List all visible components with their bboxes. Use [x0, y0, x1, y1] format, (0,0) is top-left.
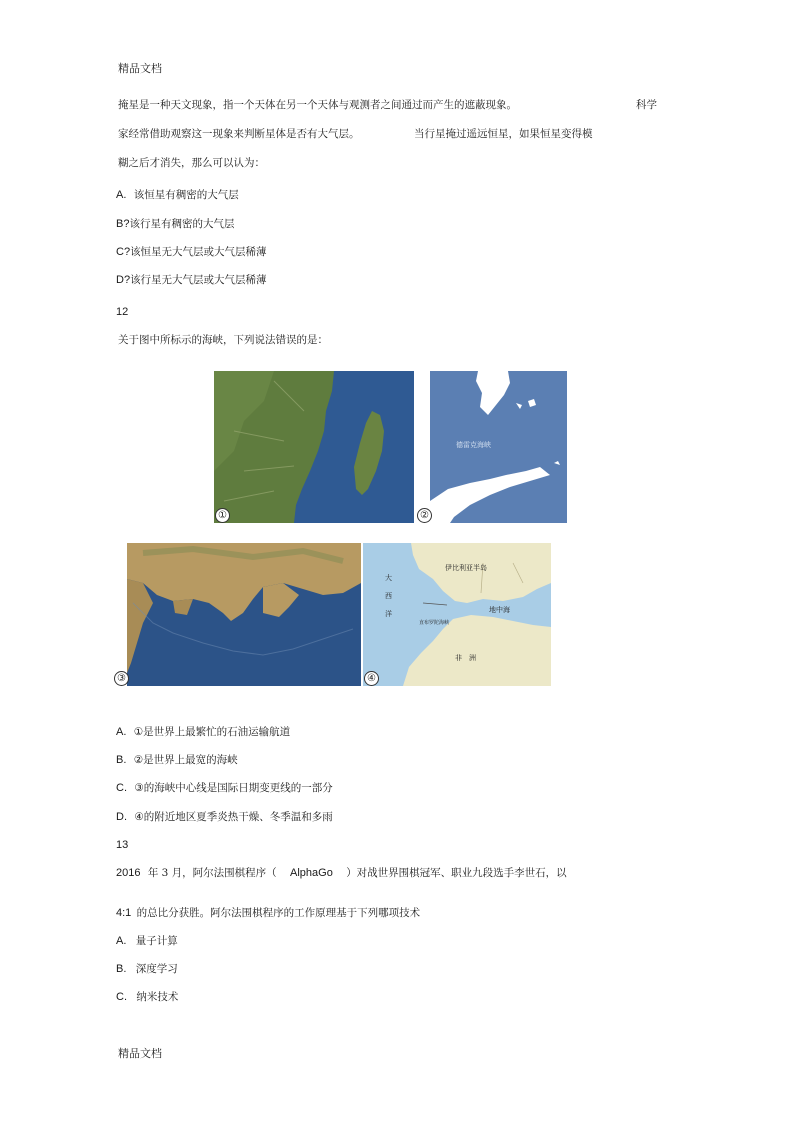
- q13-number: 13: [116, 839, 129, 851]
- map2-label: 德雷克海峡: [456, 441, 491, 449]
- q13-line1-part1: 年 3 月，阿尔法围棋程序（: [147, 867, 277, 879]
- map3-marker: ③: [114, 671, 129, 686]
- q13-option-a: [116, 934, 178, 948]
- q12-option-b: [116, 753, 238, 767]
- map-drake-passage: [420, 371, 567, 523]
- q11-line2-end: 当行星掩过遥远恒星，如果恒星变得模: [414, 128, 593, 140]
- option-label: D.: [116, 811, 127, 823]
- option-label: D?: [116, 274, 131, 286]
- option-label: A.: [116, 726, 127, 738]
- q12-number: 12: [116, 306, 129, 318]
- option-label: C?: [116, 246, 131, 258]
- page-header: 精品文档: [118, 62, 162, 75]
- q11-line1-end: 科学: [636, 99, 657, 111]
- q12-option-a: [116, 725, 290, 739]
- option-label: A.: [116, 935, 127, 947]
- q13-program: AlphaGo: [290, 867, 333, 879]
- map4-label-atlantic-3: 洋: [385, 610, 392, 618]
- q11-option-d: [116, 273, 267, 287]
- option-text: 纳米技术: [136, 991, 179, 1003]
- option-text: 该恒星无大气层或大气层稀薄: [130, 246, 267, 258]
- q12-stem: 关于图中所标示的海峡，下列说法错误的是：: [118, 334, 328, 346]
- q13-option-c: [116, 990, 178, 1004]
- map4-label-atlantic-1: 大: [385, 574, 392, 582]
- map4-label-mediterranean: 地中海: [489, 606, 510, 614]
- option-label: A.: [116, 189, 127, 201]
- q12-option-d: [116, 810, 333, 824]
- map-bering-strait: [113, 543, 361, 686]
- q11-option-a: [116, 188, 239, 202]
- option-label: B?: [116, 218, 130, 230]
- option-text: 该行星无大气层或大气层稀薄: [130, 274, 267, 286]
- map4-label-strait: 直布罗陀海峡: [419, 620, 450, 626]
- option-label: B.: [116, 963, 127, 975]
- map4-label-atlantic-2: 西: [385, 592, 392, 600]
- q11-line1: 掩星是一种天文现象，指一个天体在另一个天体与观测者之间通过而产生的遮蔽现象。: [118, 99, 517, 111]
- map-gibraltar-strait: [363, 543, 551, 686]
- q11-line3: 糊之后才消失，那么可以认为：: [118, 157, 265, 169]
- option-text: 该行星有稠密的大气层: [129, 218, 235, 230]
- option-label: B.: [116, 754, 127, 766]
- q13-line2-text: 的总比分获胜。阿尔法围棋程序的工作原理基于下列哪项技术: [136, 907, 421, 919]
- q13-option-b: [116, 962, 178, 976]
- map-mozambique-channel: [214, 371, 414, 523]
- q13-year: 2016: [116, 867, 141, 879]
- option-text: ④的附近地区夏季炎热干燥、冬季温和多雨: [134, 811, 333, 823]
- option-text: 该恒星有稠密的大气层: [133, 189, 239, 201]
- option-label: C.: [116, 782, 127, 794]
- map4-label-iberia: 伊比利亚半岛: [445, 564, 487, 572]
- map2-marker: ②: [417, 508, 432, 523]
- option-text: 量子计算: [135, 935, 178, 947]
- page-footer: 精品文档: [118, 1047, 162, 1060]
- option-label: C.: [116, 991, 127, 1003]
- q11-option-b: [116, 217, 234, 231]
- q11-line2: 家经常借助观察这一现象来判断星体是否有大气层。: [118, 128, 360, 140]
- q13-line2: [116, 906, 420, 920]
- q13-line1: [116, 866, 567, 880]
- map1-marker: ①: [215, 508, 230, 523]
- option-text: 深度学习: [135, 963, 178, 975]
- map4-marker: ④: [364, 671, 379, 686]
- q11-option-c: [116, 245, 267, 259]
- option-text: ①是世界上最繁忙的石油运输航道: [133, 726, 291, 738]
- option-text: ③的海峡中心线是国际日期变更线的一部分: [134, 782, 333, 794]
- q12-option-c: [116, 781, 333, 795]
- map4-label-africa: 非 洲: [455, 654, 476, 662]
- option-text: ②是世界上最宽的海峡: [133, 754, 238, 766]
- q13-score: 4:1: [116, 907, 132, 919]
- q13-line1-part2: ）对战世界围棋冠军、职业九段选手李世石，以: [346, 867, 567, 879]
